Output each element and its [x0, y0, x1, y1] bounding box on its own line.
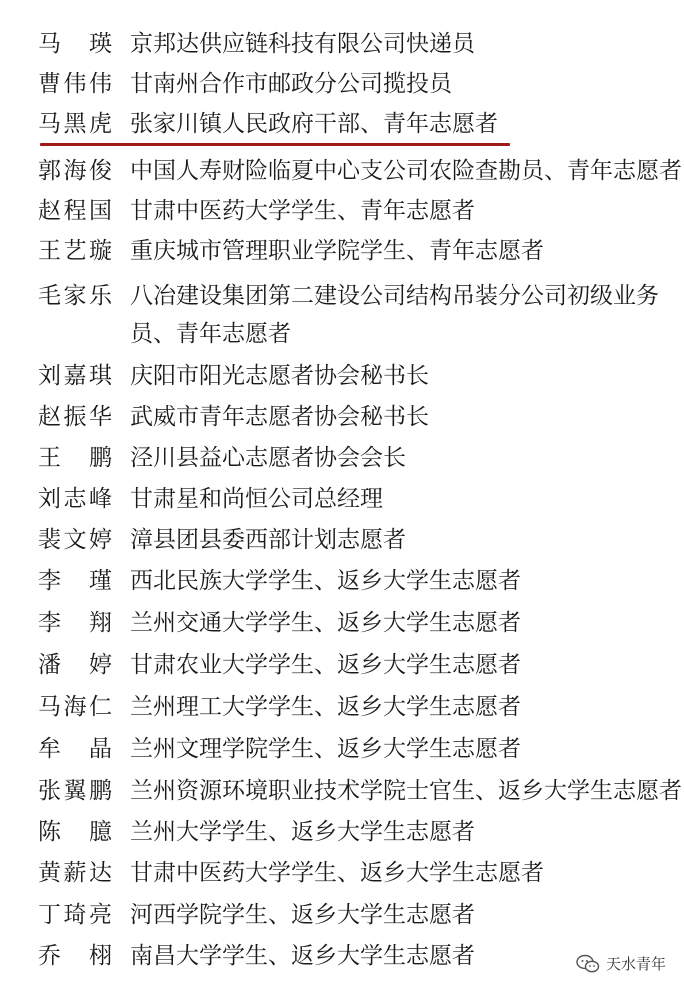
watermark-text: 天水青年 — [605, 956, 666, 973]
watermark — [576, 953, 666, 974]
person-description-continued: 员、青年志愿者 — [130, 321, 291, 347]
person-description: 南昌大学学生、返乡大学生志愿者 — [130, 943, 475, 969]
person-description: 兰州文理学院学生、返乡大学生志愿者 — [130, 736, 521, 762]
person-description: 中国人寿财险临夏中心支公司农险查勘员、青年志愿者 — [130, 158, 682, 184]
person-description: 河西学院学生、返乡大学生志愿者 — [130, 902, 475, 928]
list-item — [0, 895, 684, 935]
list-item — [0, 64, 684, 104]
person-name: 李 瑾 — [38, 568, 112, 594]
list-item — [0, 603, 684, 643]
list-item — [0, 853, 684, 893]
person-name: 裴文婷 — [38, 527, 112, 553]
list-item — [0, 438, 684, 478]
highlight-underline — [40, 143, 510, 146]
person-name: 乔 栩 — [38, 943, 112, 969]
person-name: 陈 臆 — [38, 819, 112, 845]
person-name: 刘嘉琪 — [38, 363, 112, 389]
person-name: 李 翔 — [38, 610, 112, 636]
person-description: 重庆城市管理职业学院学生、青年志愿者 — [130, 238, 544, 264]
person-description: 兰州交通大学学生、返乡大学生志愿者 — [130, 610, 521, 636]
list-item — [0, 231, 684, 271]
list-item — [0, 645, 684, 685]
person-description: 庆阳市阳光志愿者协会秘书长 — [130, 363, 429, 389]
list-item — [0, 771, 684, 811]
list-item — [0, 812, 684, 852]
person-name: 马海仁 — [38, 694, 112, 720]
person-name: 郭海俊 — [38, 158, 112, 184]
person-name: 赵程国 — [38, 198, 112, 224]
person-description: 漳县团县委西部计划志愿者 — [130, 527, 406, 553]
list-item — [0, 729, 684, 769]
person-description: 张家川镇人民政府干部、青年志愿者 — [130, 111, 498, 137]
person-description: 西北民族大学学生、返乡大学生志愿者 — [130, 568, 521, 594]
person-name: 赵振华 — [38, 404, 112, 430]
wechat-icon — [576, 954, 600, 974]
person-name: 张翼鹏 — [38, 778, 112, 804]
list-item — [0, 276, 684, 356]
person-name: 毛家乐 — [38, 283, 112, 309]
person-name: 马 瑛 — [38, 31, 112, 57]
list-item — [0, 24, 684, 64]
list-item — [0, 687, 684, 727]
list-item — [0, 397, 684, 437]
person-name: 王艺璇 — [38, 238, 112, 264]
person-name: 刘志峰 — [38, 486, 112, 512]
person-description: 八冶建设集团第二建设公司结构吊装分公司初级业务 — [130, 283, 659, 309]
person-description: 泾川县益心志愿者协会会长 — [130, 445, 406, 471]
list-item-highlighted — [0, 104, 684, 144]
list-item — [0, 520, 684, 560]
person-name: 曹伟伟 — [38, 71, 112, 97]
person-description: 甘肃农业大学学生、返乡大学生志愿者 — [130, 652, 521, 678]
person-name: 黄薪达 — [38, 860, 112, 886]
person-description: 京邦达供应链科技有限公司快递员 — [130, 31, 475, 57]
person-description: 甘肃中医药大学学生、返乡大学生志愿者 — [130, 860, 544, 886]
person-name: 马黑虎 — [38, 111, 112, 137]
person-description: 甘南州合作市邮政分公司揽投员 — [130, 71, 452, 97]
list-item — [0, 479, 684, 519]
list-item — [0, 191, 684, 231]
person-description: 武威市青年志愿者协会秘书长 — [130, 404, 429, 430]
person-name: 潘 婷 — [38, 652, 112, 678]
person-description: 兰州大学学生、返乡大学生志愿者 — [130, 819, 475, 845]
person-name: 丁琦亮 — [38, 902, 112, 928]
list-item — [0, 356, 684, 396]
person-description: 兰州资源环境职业技术学院士官生、返乡大学生志愿者 — [130, 778, 682, 804]
list-item — [0, 561, 684, 601]
list-item — [0, 151, 684, 191]
person-name: 王 鹏 — [38, 445, 112, 471]
person-description: 兰州理工大学学生、返乡大学生志愿者 — [130, 694, 521, 720]
person-description: 甘肃星和尚恒公司总经理 — [130, 486, 383, 512]
person-description: 甘肃中医药大学学生、青年志愿者 — [130, 198, 475, 224]
person-name: 牟 晶 — [38, 736, 112, 762]
